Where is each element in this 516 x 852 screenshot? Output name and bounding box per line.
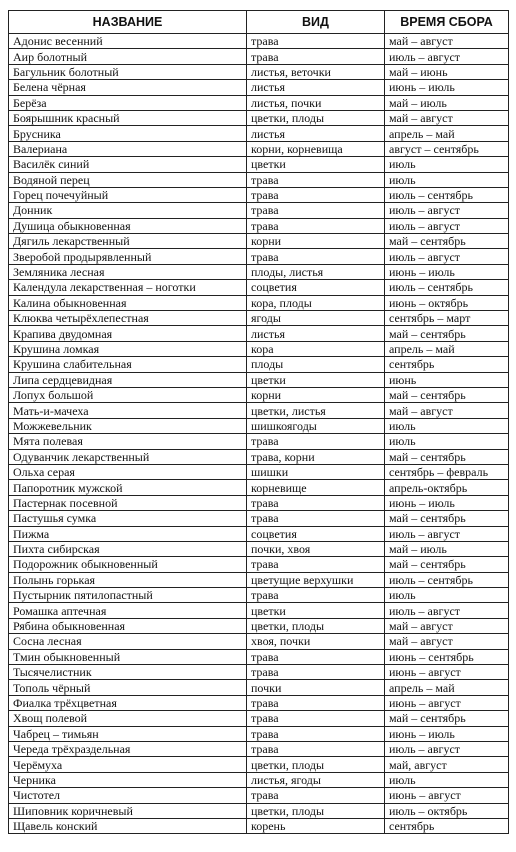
plant-name-cell: Лопух большой [9,387,247,402]
harvest-time-cell: апрель – май [385,126,509,141]
harvest-time-cell: июнь – август [385,788,509,803]
plant-name-cell: Адонис весенний [9,34,247,49]
header-row [9,11,509,34]
harvest-time-cell: июль – август [385,203,509,218]
plant-part-cell: хвоя, почки [247,634,385,649]
plant-part-cell: цветки [247,603,385,618]
harvest-time-cell: апрель – май [385,680,509,695]
plant-part-cell: корни [247,387,385,402]
plant-part-cell: трава [247,711,385,726]
plant-name-cell: Валериана [9,141,247,156]
plant-part-cell: трава [247,788,385,803]
harvest-time-cell: июнь – июль [385,264,509,279]
plant-part-cell: трава [247,203,385,218]
plant-name-cell: Зверобой продырявленный [9,249,247,264]
harvest-time-cell: июль – август [385,49,509,64]
table-row [9,480,509,495]
plant-name-cell: Мята полевая [9,434,247,449]
harvest-time-cell: июнь – июль [385,495,509,510]
plant-part-cell: цветущие верхушки [247,572,385,587]
plant-name-cell: Хвощ полевой [9,711,247,726]
plant-part-cell: корневище [247,480,385,495]
harvest-time-cell: июль [385,434,509,449]
plant-part-cell: цветки, листья [247,403,385,418]
table-row [9,511,509,526]
table-row [9,34,509,49]
plant-name-cell: Сосна лесная [9,634,247,649]
harvest-time-cell: май – июль [385,541,509,556]
table-row [9,157,509,172]
plant-name-cell: Папоротник мужской [9,480,247,495]
plant-name-cell: Полынь горькая [9,572,247,587]
plant-part-cell: почки, хвоя [247,541,385,556]
table-row [9,234,509,249]
harvest-time-cell: май – сентябрь [385,557,509,572]
plant-part-cell: трава [247,249,385,264]
plant-part-cell: трава [247,557,385,572]
plant-name-cell: Пустырник пятилопастный [9,588,247,603]
table-body [9,34,509,834]
table-row [9,311,509,326]
harvest-time-cell: май – август [385,618,509,633]
plant-name-cell: Пастернак посевной [9,495,247,510]
plant-part-cell: трава [247,218,385,233]
harvest-time-cell: май – сентябрь [385,449,509,464]
harvest-time-cell: май – сентябрь [385,326,509,341]
plant-name-cell: Аир болотный [9,49,247,64]
plant-name-cell: Клюква четырёхлепестная [9,311,247,326]
table-row [9,387,509,402]
harvest-time-cell: май – июль [385,95,509,110]
plant-name-cell: Крапива двудомная [9,326,247,341]
plant-name-cell: Календула лекарственная – ноготки [9,280,247,295]
plant-part-cell: цветки [247,157,385,172]
plant-part-cell: корень [247,818,385,833]
table-row [9,295,509,310]
plant-part-cell: листья, почки [247,95,385,110]
plant-name-cell: Череда трёхраздельная [9,741,247,756]
plant-name-cell: Василёк синий [9,157,247,172]
harvest-time-cell: июль – август [385,526,509,541]
plant-part-cell: трава [247,695,385,710]
table-row [9,741,509,756]
harvest-time-cell: июль [385,418,509,433]
table-row [9,634,509,649]
harvest-time-cell: июнь – август [385,665,509,680]
harvest-time-cell: июнь – сентябрь [385,649,509,664]
header-name: НАЗВАНИЕ [9,11,247,34]
plant-part-cell: плоды, листья [247,264,385,279]
table-row [9,603,509,618]
plant-name-cell: Чистотел [9,788,247,803]
harvest-time-cell: май – сентябрь [385,387,509,402]
table-row [9,526,509,541]
table-row [9,464,509,479]
plant-part-cell: листья [247,326,385,341]
harvest-time-cell: август – сентябрь [385,141,509,156]
table-row [9,541,509,556]
plant-part-cell: цветки, плоды [247,110,385,125]
table-row [9,772,509,787]
plant-name-cell: Горец почечуйный [9,187,247,202]
plant-part-cell: трава [247,434,385,449]
plant-part-cell: шишки [247,464,385,479]
plant-part-cell: шишкоягоды [247,418,385,433]
table-row [9,264,509,279]
table-row [9,788,509,803]
table-row [9,95,509,110]
harvest-time-cell: июль [385,172,509,187]
table-row [9,572,509,587]
plant-part-cell: соцветия [247,280,385,295]
herb-table-sheet [8,10,508,834]
plant-part-cell: цветки [247,372,385,387]
table-row [9,588,509,603]
harvest-time-cell: май – август [385,110,509,125]
plant-name-cell: Багульник болотный [9,64,247,79]
table-row [9,695,509,710]
plant-name-cell: Берёза [9,95,247,110]
harvest-time-cell: июль – август [385,603,509,618]
plant-part-cell: трава [247,172,385,187]
plant-name-cell: Фиалка трёхцветная [9,695,247,710]
harvest-time-cell: июль [385,157,509,172]
plant-name-cell: Земляника лесная [9,264,247,279]
plant-name-cell: Одуванчик лекарственный [9,449,247,464]
table-row [9,341,509,356]
plant-name-cell: Душица обыкновенная [9,218,247,233]
table-row [9,372,509,387]
plant-name-cell: Боярышник красный [9,110,247,125]
plant-part-cell: трава [247,665,385,680]
table-row [9,418,509,433]
plant-name-cell: Черёмуха [9,757,247,772]
plant-part-cell: плоды [247,357,385,372]
plant-part-cell: корни [247,234,385,249]
plant-part-cell: трава, корни [247,449,385,464]
harvest-time-cell: сентябрь [385,818,509,833]
plant-name-cell: Водяной перец [9,172,247,187]
harvest-time-cell: июль [385,772,509,787]
harvest-time-cell: апрель-октябрь [385,480,509,495]
plant-name-cell: Шиповник коричневый [9,803,247,818]
plant-part-cell: кора, плоды [247,295,385,310]
plant-part-cell: трава [247,726,385,741]
plant-part-cell: почки [247,680,385,695]
harvest-time-cell: июль [385,588,509,603]
harvest-time-cell: июнь – август [385,695,509,710]
harvest-time-cell: май – август [385,634,509,649]
table-row [9,803,509,818]
herb-harvest-table [8,10,509,834]
plant-part-cell: листья [247,126,385,141]
plant-name-cell: Белена чёрная [9,80,247,95]
table-row [9,49,509,64]
table-row [9,495,509,510]
plant-name-cell: Крушина ломкая [9,341,247,356]
harvest-time-cell: сентябрь – март [385,311,509,326]
harvest-time-cell: май – июнь [385,64,509,79]
plant-name-cell: Калина обыкновенная [9,295,247,310]
plant-name-cell: Чабрец – тимьян [9,726,247,741]
plant-name-cell: Тополь чёрный [9,680,247,695]
harvest-time-cell: июль – октябрь [385,803,509,818]
table-row [9,203,509,218]
plant-name-cell: Донник [9,203,247,218]
table-row [9,434,509,449]
table-row [9,110,509,125]
harvest-time-cell: май – сентябрь [385,711,509,726]
plant-name-cell: Черника [9,772,247,787]
harvest-time-cell: май – сентябрь [385,511,509,526]
header-harvest-time: ВРЕМЯ СБОРА [385,11,509,34]
plant-part-cell: корни, корневища [247,141,385,156]
plant-part-cell: кора [247,341,385,356]
harvest-time-cell: июль – август [385,218,509,233]
plant-part-cell: листья, веточки [247,64,385,79]
plant-part-cell: цветки, плоды [247,803,385,818]
table-row [9,757,509,772]
harvest-time-cell: май, август [385,757,509,772]
table-row [9,711,509,726]
plant-name-cell: Ольха серая [9,464,247,479]
harvest-time-cell: май – август [385,34,509,49]
plant-name-cell: Мать-и-мачеха [9,403,247,418]
plant-name-cell: Тысячелистник [9,665,247,680]
table-row [9,665,509,680]
harvest-time-cell: май – сентябрь [385,234,509,249]
plant-name-cell: Тмин обыкновенный [9,649,247,664]
table-row [9,187,509,202]
plant-part-cell: трава [247,187,385,202]
table-row [9,680,509,695]
table-row [9,649,509,664]
table-row [9,64,509,79]
header-type: ВИД [247,11,385,34]
plant-name-cell: Пижма [9,526,247,541]
plant-name-cell: Дягиль лекарственный [9,234,247,249]
plant-part-cell: цветки, плоды [247,757,385,772]
harvest-time-cell: май – август [385,403,509,418]
plant-part-cell: ягоды [247,311,385,326]
plant-part-cell: трава [247,741,385,756]
plant-name-cell: Пастушья сумка [9,511,247,526]
harvest-time-cell: июль – август [385,249,509,264]
harvest-time-cell: июнь – июль [385,80,509,95]
plant-part-cell: листья, ягоды [247,772,385,787]
table-row [9,218,509,233]
harvest-time-cell: июль – август [385,741,509,756]
table-row [9,449,509,464]
plant-part-cell: трава [247,34,385,49]
plant-part-cell: трава [247,49,385,64]
plant-name-cell: Липа сердцевидная [9,372,247,387]
harvest-time-cell: июнь – октябрь [385,295,509,310]
table-row [9,557,509,572]
harvest-time-cell: сентябрь – февраль [385,464,509,479]
harvest-time-cell: июнь [385,372,509,387]
harvest-time-cell: июль – сентябрь [385,187,509,202]
harvest-time-cell: апрель – май [385,341,509,356]
plant-name-cell: Щавель конский [9,818,247,833]
table-row [9,326,509,341]
table-row [9,80,509,95]
plant-part-cell: листья [247,80,385,95]
table-row [9,172,509,187]
harvest-time-cell: июль – сентябрь [385,280,509,295]
plant-part-cell: соцветия [247,526,385,541]
table-row [9,618,509,633]
plant-part-cell: трава [247,649,385,664]
plant-name-cell: Ромашка аптечная [9,603,247,618]
harvest-time-cell: сентябрь [385,357,509,372]
plant-part-cell: трава [247,511,385,526]
plant-name-cell: Можжевельник [9,418,247,433]
plant-name-cell: Пихта сибирская [9,541,247,556]
harvest-time-cell: июль – сентябрь [385,572,509,587]
plant-part-cell: трава [247,495,385,510]
plant-name-cell: Брусника [9,126,247,141]
table-row [9,357,509,372]
plant-part-cell: цветки, плоды [247,618,385,633]
table-row [9,126,509,141]
table-row [9,280,509,295]
table-row [9,141,509,156]
table-row [9,249,509,264]
plant-name-cell: Рябина обыкновенная [9,618,247,633]
table-row [9,726,509,741]
plant-name-cell: Подорожник обыкновенный [9,557,247,572]
harvest-time-cell: июнь – июль [385,726,509,741]
plant-part-cell: трава [247,588,385,603]
plant-name-cell: Крушина слабительная [9,357,247,372]
table-row [9,403,509,418]
table-row [9,818,509,833]
